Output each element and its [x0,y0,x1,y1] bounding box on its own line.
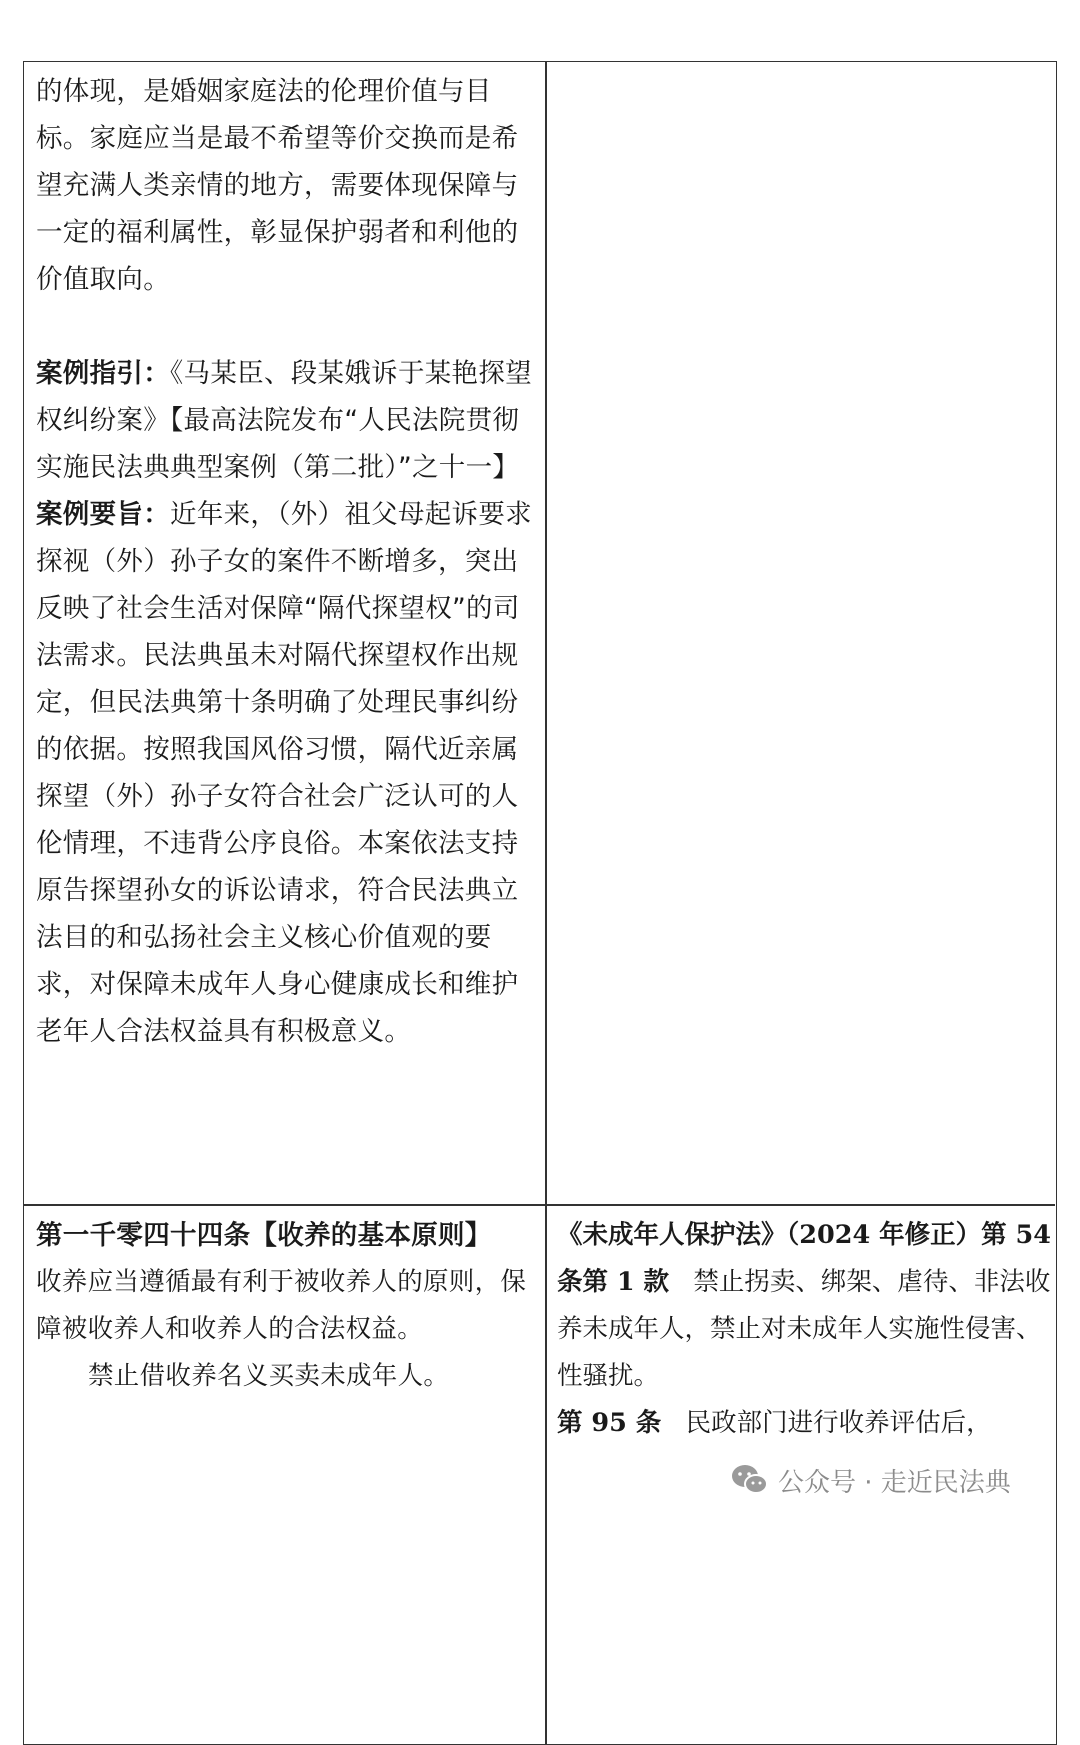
row-divider [24,1204,1055,1206]
case-gist-label: 案例要旨： [36,499,170,530]
case-guide-label: 案例指引： [36,358,170,389]
article-95-clause [557,1400,1051,1447]
watermark [730,1460,1011,1500]
related-law-text: 禁止拐卖、绑架、虐待、非法收养未成年人，禁止对未成年人实施性侵害、性骚扰。 [557,1267,1051,1391]
article-clause-1: 收养应当遵循最有利于被收养人的原则，保障被收养人和收养人的合法权益。 [36,1267,527,1344]
wechat-icon [730,1463,770,1497]
civil-code-article-cell [36,1212,538,1400]
commentary-paragraph: 的体现，是婚姻家庭法的伦理价值与目标。家庭应当是最不希望等价交换而是希望充满人类亲情的地方，需要体现保障与一定的福利属性，彰显保护弱者和利他的价值取向。 [36,76,519,295]
case-guide-text: 《马某臣、段某娥诉于某艳探望权纠纷案》【最高法院发布“人民法院贯彻实施民法典典型案例（第二批）”之十一】 [36,358,532,483]
case-guide [36,350,538,491]
article-title: 第一千零四十四条【收养的基本原则】 [36,1220,492,1251]
case-gist-text: 近年来，（外）祖父母起诉要求探视（外）孙子女的案件不断增多，突出反映了社会生活对保障“隔代探望权”的司法需求。民法典虽未对隔代探望权作出规定，但民法典第十条明确了处理民事纠纷的依据。按照我国风俗习惯，隔代近亲属探望（外）孙子女符合社会广泛认可的人伦情理，不违背公序良俗。本案依法支持原告探望孙女的诉讼请求，符合民法典立法目的和弘扬社会主义核心价值观的要求，对保障未成年人身心健康成长和维护老年人合法权益具有积极意义。 [36,499,532,1047]
column-divider [545,62,547,1744]
article-clause-2: 禁止借收养名义买卖未成年人。 [88,1361,450,1391]
related-law-title: 《未成年人保护法》（2024 年修正）第 54 条第 1 款 [557,1220,1051,1297]
watermark-text: 公众号 · 走近民法典 [778,1467,1011,1498]
related-law-cell [557,1212,1051,1447]
commentary-cell [36,68,538,1055]
case-gist [36,491,538,1055]
related-law-clause [557,1212,1051,1400]
article-95-text: 民政部门进行收养评估后， [685,1408,992,1438]
article-95-label: 第 95 条 [557,1408,662,1438]
